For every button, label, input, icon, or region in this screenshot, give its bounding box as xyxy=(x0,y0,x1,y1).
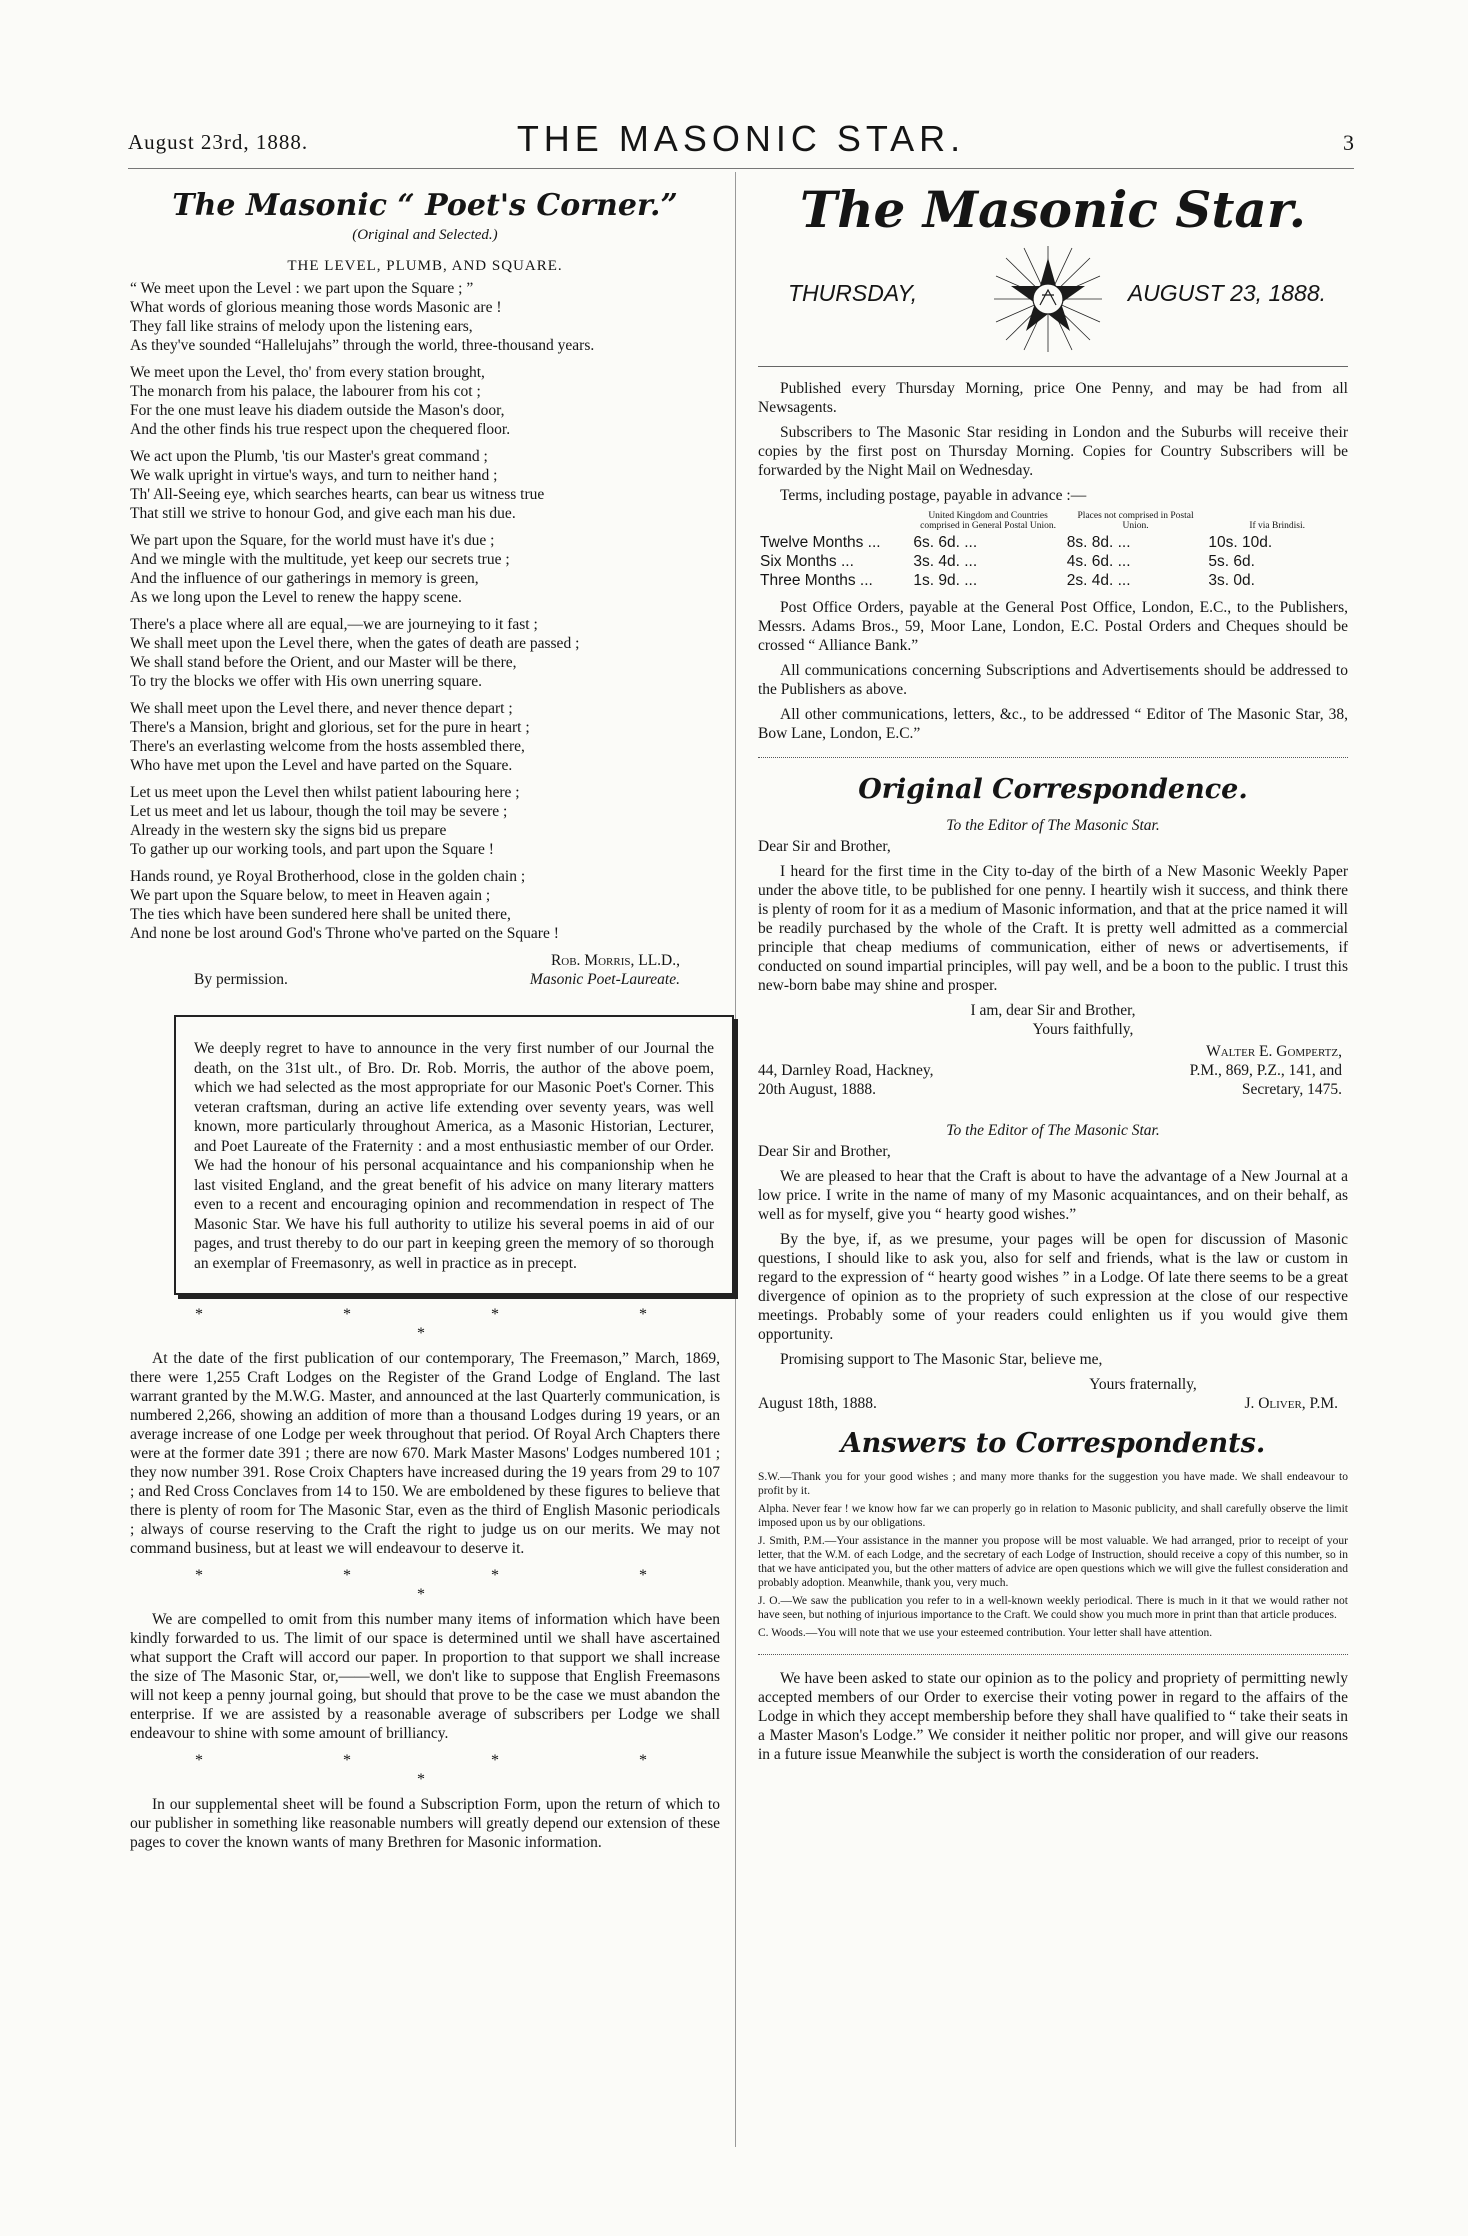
poem-line: We act upon the Plumb, 'tis our Master's great command ; xyxy=(130,448,488,465)
poets-corner-title: The Masonic “ Poet's Corner.” xyxy=(172,188,678,223)
answers-heading: Answers to Correspondents. xyxy=(840,1428,1266,1459)
poem-line: There's a place where all are equal,—we are journeying to it fast ; xyxy=(130,616,538,633)
letter-closing: Yours faithfully, xyxy=(1032,1021,1134,1038)
section-rule xyxy=(758,1654,1348,1655)
poem-line: That still we strive to honour God, and give each man his due. xyxy=(130,505,516,522)
poem-line: And we mingle with the multitude, yet keep our secrets true ; xyxy=(130,551,510,568)
table-row xyxy=(758,571,1348,590)
page-number: 3 xyxy=(1343,130,1354,155)
poem-line: There's an everlasting welcome from the hosts assembled there, xyxy=(130,738,525,755)
poem-signature xyxy=(130,951,720,991)
letter-address: To the Editor of The Masonic Star. xyxy=(946,817,1160,834)
publication-note: Post Office Orders, payable at the General Post Office, London, E.C., to the Publishers, Messrs. Adams Bros., 59, Moor Lane, London, E.C. Postal Orders and Cheques should be crossed “ Alliance Bank.” xyxy=(758,599,1348,654)
section-stars: * * * * * xyxy=(195,1567,715,1603)
table-cell: 1s. 9d. ... xyxy=(913,572,978,589)
answer-item: J. O.—We saw the publication you refer to in a well-known weekly periodical. There is much in it that we would rather not have seen, but nothing of injurious importance to the Craft. We could show you much more in print than that article produces. xyxy=(758,1595,1348,1621)
poem-author-title: Masonic Poet-Laureate. xyxy=(529,971,680,988)
answer-item: C. Woods.—You will note that we use your esteemed contribution. Your letter shall have attention. xyxy=(758,1627,1213,1639)
subscription-terms-table xyxy=(758,511,1348,590)
poem-line: And the other finds his true respect upon the chequered floor. xyxy=(130,421,511,438)
letter-signature xyxy=(758,1394,1348,1416)
letter-date: August 18th, 1888. xyxy=(758,1395,877,1412)
table-cell: Twelve Months ... xyxy=(760,534,881,551)
article-paragraph: In our supplemental sheet will be found a Subscription Form, upon the return of which to our publisher in something like reasonable numbers will greatly depend our extension of these pages to cover the known wants of many Brethren for Masonic information. xyxy=(130,1796,720,1851)
letter-body: We are pleased to hear that the Craft is about to have the advantage of a New Journal at a low price. I write in the name of many of my Masonic acquaintances, and on their behalf, as well as for myself, give you “ hearty good wishes.” xyxy=(758,1168,1348,1223)
table-cell: 10s. 10d. xyxy=(1208,534,1273,551)
poem-line: As we long upon the Level to renew the happy scene. xyxy=(130,589,462,606)
table-cell: 2s. 4d. ... xyxy=(1066,572,1131,589)
letter-author: Walter E. Gompertz, xyxy=(1206,1043,1342,1060)
publication-note: Subscribers to The Masonic Star residing in London and the Suburbs will receive their copies by the first post on Thursday Morning. Copies for Country Subscribers will be forwarded by the Night Mail on Wednesday. xyxy=(758,424,1348,479)
masthead-day: THURSDAY, xyxy=(788,280,918,306)
answers-list xyxy=(758,1470,1348,1640)
poem-stanza xyxy=(130,699,720,775)
section-stars: * * * * * xyxy=(195,1752,715,1788)
star-emblem-icon xyxy=(990,244,1106,354)
poem-line: For the one must leave his diadem outside the Mason's door, xyxy=(130,402,505,419)
column-divider xyxy=(735,172,736,2147)
poem-line: We shall meet upon the Level there, when the gates of death are passed ; xyxy=(130,635,580,652)
poem-title: THE LEVEL, PLUMB, AND SQUARE. xyxy=(287,258,563,274)
masthead-title: The Masonic Star. xyxy=(800,180,1306,239)
poem-line: We walk upright in virtue's ways, and turn to neither hand ; xyxy=(130,467,498,484)
masthead-date: AUGUST 23, 1888. xyxy=(1127,280,1326,306)
answer-item: J. Smith, P.M.—Your assistance in the manner you propose will be most valuable. We had arranged, prior to receipt of your letter, that the W.M. of each Lodge, and the secretary of each Lodge of Instruction, should receive a copy of this number, so in that we have anticipated you, but the other matters of advice are open questions which we will give the fullest consideration and probably adoption. Meanwhile, thank you, very much. xyxy=(758,1535,1348,1589)
publication-note: Published every Thursday Morning, price One Penny, and may be had from all Newsagents. xyxy=(758,380,1348,416)
answer-item: Alpha. Never fear ! we know how far we can properly go in relation to Masonic publicity, and shall carefully observe the limit imposed upon us by our obligations. xyxy=(758,1503,1348,1529)
poem-line: What words of glorious meaning those words Masonic are ! xyxy=(130,299,502,316)
left-column xyxy=(130,180,720,1858)
poem-line: Already in the western sky the signs bid us prepare xyxy=(130,822,447,839)
table-row xyxy=(758,552,1348,571)
poem-line: And none be lost around God's Throne who've parted on the Square ! xyxy=(130,925,559,942)
right-column xyxy=(758,180,1348,1770)
poem-line: We shall meet upon the Level there, and never thence depart ; xyxy=(130,700,513,717)
letter-salutation: Dear Sir and Brother, xyxy=(758,838,891,855)
article-paragraph: At the date of the first publication of our contemporary, The Freemason,” March, 1869, there were 1,255 Craft Lodges on the Register of the Grand Lodge of England. The last warrant granted by the M.W.G. Master, and announced at the last Quarterly communication, is numbered 2,266, showing an addition of more than a thousand Lodges during 19 years, or an average increase of one Lodge per week throughout that period. Of Royal Arch Chapters there were at the former date 391 ; there are now 670. Mark Master Masons' Lodges numbered 101 ; they now number 391. Rose Croix Chapters have increased during the 19 years from 29 to 107 ; and Red Cross Conclaves from 14 to 150. We are emboldened by these figures to believe that there is plenty of room for The Masonic Star, even as the third of English Masonic periodicals ; always of course reserving to the Craft the right to judge us on our merits. We may not command business, but at least we will endeavour to deserve it. xyxy=(130,1350,720,1557)
table-cell: 5s. 6d. xyxy=(1208,553,1255,570)
poem-line: Hands round, ye Royal Brotherhood, close in the golden chain ; xyxy=(130,868,526,885)
terms-header: United Kingdom and Countries comprised in General Postal Union. xyxy=(920,511,1057,531)
section-stars: * * * * * xyxy=(195,1306,715,1342)
terms-header: If via Brindisi. xyxy=(1249,521,1306,531)
table-row xyxy=(758,533,1348,552)
table-cell: 3s. 4d. ... xyxy=(913,553,978,570)
poem-line: As they've sounded “Hallelujahs” through the world, three-thousand years. xyxy=(130,337,595,354)
letter-author: J. Oliver, P.M. xyxy=(1244,1395,1338,1412)
poem-line: We meet upon the Level, tho' from every station brought, xyxy=(130,364,485,381)
poem-line: Let us meet and let us labour, though the toil may be severe ; xyxy=(130,803,508,820)
poem-line: To try the blocks we offer with His own unerring square. xyxy=(130,673,483,690)
letter-signature xyxy=(758,1043,1348,1119)
poem-author: Rob. Morris, LL.D., xyxy=(550,952,680,969)
poets-corner-subtitle: (Original and Selected.) xyxy=(352,227,498,243)
letter-address: To the Editor of The Masonic Star. xyxy=(946,1122,1160,1139)
letter-closing: I am, dear Sir and Brother, xyxy=(970,1002,1136,1019)
table-cell: Six Months ... xyxy=(760,553,854,570)
poem-stanza xyxy=(130,615,720,691)
poem xyxy=(130,279,720,943)
table-cell: 6s. 6d. ... xyxy=(913,534,978,551)
poem-stanza xyxy=(130,783,720,859)
table-cell: Three Months ... xyxy=(760,572,873,589)
obituary-notice: We deeply regret to have to announce in the very first number of our Journal the death, on the 31st ult., of Bro. Dr. Rob. Morris, the author of the above poem, which we had selected as the most appropriate for our Masonic Poet's Corner. This veteran craftsman, during an active life extending over seventy years, was well known, more particularly throughout America, as a Masonic Historian, Lecturer, and Poet Laureate of the Fraternity : and a most enthusiastic member of our Order. We had the honour of his personal acquaintance and his companionship when he last visited England, and the great benefit of his advice on many literary matters even to a recent and encouraging opinion and recommendation in respect of The Masonic Star. We have his full authority to utilize his several poems in aid of our pages, and trust thereby to do our part in keeping green the memory of so thorough an exemplar of Freemasonry, as well in practice as in precept. xyxy=(174,1015,734,1295)
poem-stanza xyxy=(130,867,720,943)
letter-author-address: 44, Darnley Road, Hackney, xyxy=(758,1062,934,1079)
article-paragraph: We are compelled to omit from this number many items of information which have been kindly forwarded to us. The limit of our space is determined until we shall have ascertained what support the Craft will accord our paper. In proportion to that support we shall increase the size of The Masonic Star, or,——well, we don't like to suppose that English Freemasons will not keep a penny journal going, but should that prove to be the case we must abandon the enterprise. If we are assisted by a reasonable average of subscribers per Lodge we shall endeavour to shine with some amount of brilliancy. xyxy=(130,1611,720,1742)
article-paragraph: We have been asked to state our opinion as to the policy and propriety of permitting newly accepted members of our Order to exercise their voting power in regard to the affairs of the Lodge in which they accept membership before they shall have qualified to “ take their seats in a Master Mason's Lodge.” We consider it neither politic nor proper, and will give our reasons in a future issue Meanwhile the subject is worth the consideration of our readers. xyxy=(758,1670,1348,1763)
publication-note: All communications concerning Subscriptions and Advertisements should be addressed to the Publishers as above. xyxy=(758,662,1348,698)
answer-item: S.W.—Thank you for your good wishes ; and many more thanks for the suggestion you have made. We shall endeavour to profit by it. xyxy=(758,1471,1348,1497)
permission-note: By permission. xyxy=(194,971,288,988)
terms-intro: Terms, including postage, payable in advance :— xyxy=(780,487,1087,504)
poem-line: We part upon the Square, for the world must have it's due ; xyxy=(130,532,495,549)
poem-line: And the influence of our gatherings in memory is green, xyxy=(130,570,479,587)
poem-stanza xyxy=(130,279,720,355)
section-rule xyxy=(758,757,1348,758)
letter-body: I heard for the first time in the City to-day of the birth of a New Masonic Weekly Paper under the above title, to be published for one penny. I heartily wish it success, and think there is plenty of room for it as a medium of Masonic information, and that at the price named it will be readily purchased by the whole of the Craft. It is pretty well admitted as a commercial principle that cheap mediums of communication, either of news or advertisements, if conducted on sound impartial principles, will pay well, and be a boon to the public. I trust this new-born babe may shine and prosper. xyxy=(758,863,1348,994)
letter-author-rank: P.M., 869, P.Z., 141, and xyxy=(1189,1062,1342,1079)
poem-line: Who have met upon the Level and have parted on the Square. xyxy=(130,757,513,774)
masthead-rule xyxy=(758,366,1348,367)
poem-line: We part upon the Square below, to meet in Heaven again ; xyxy=(130,887,491,904)
table-cell: 4s. 6d. ... xyxy=(1066,553,1131,570)
masthead-row xyxy=(758,244,1348,356)
letter-body: Promising support to The Masonic Star, believe me, xyxy=(780,1351,1103,1368)
running-head xyxy=(128,118,1354,162)
poem-line: The monarch from his palace, the labourer from his cot ; xyxy=(130,383,481,400)
poem-line: Let us meet upon the Level then whilst patient labouring here ; xyxy=(130,784,520,801)
terms-header xyxy=(758,511,911,533)
header-rule xyxy=(128,168,1354,169)
letter-closing: Yours fraternally, xyxy=(1089,1376,1197,1393)
poem-line: Th' All-Seeing eye, which searches hearts, can bear us witness true xyxy=(130,486,545,503)
poem-line: The ties which have been sundered here shall be united there, xyxy=(130,906,511,923)
poem-line: They fall like strains of melody upon the listening ears, xyxy=(130,318,473,335)
publication-note: All other communications, letters, &c., to be addressed “ Editor of The Masonic Star, 38, Bow Lane, London, E.C.” xyxy=(758,706,1348,742)
table-cell: 3s. 0d. xyxy=(1208,572,1255,589)
poem-line: There's a Mansion, bright and glorious, set for the pure in heart ; xyxy=(130,719,530,736)
newspaper-title: THE MASONIC STAR. xyxy=(516,118,966,159)
issue-date: August 23rd, 1888. xyxy=(128,130,309,154)
correspondence-heading: Original Correspondence. xyxy=(858,774,1248,805)
poem-stanza xyxy=(130,363,720,439)
poem-stanza xyxy=(130,531,720,607)
letter-body: By the bye, if, as we presume, your pages will be open for discussion of Masonic questions, I should like to ask you, also for self and friends, what is the law or custom in regard to the expression of “ hearty good wishes ” in a Lodge. Of late there seems to be a great divergence of opinion as to the propriety of such expression at the close of our respective meetings. Probably some of your readers could enlighten us if you would give them opportunity. xyxy=(758,1231,1348,1343)
letter-date: 20th August, 1888. xyxy=(758,1081,876,1098)
letter-salutation: Dear Sir and Brother, xyxy=(758,1143,891,1160)
table-cell: 8s. 8d. ... xyxy=(1066,534,1131,551)
poem-line: We shall stand before the Orient, and our Master will be there, xyxy=(130,654,517,671)
poem-line: To gather up our working tools, and part upon the Square ! xyxy=(130,841,494,858)
letter-author-office: Secretary, 1475. xyxy=(1241,1081,1342,1098)
terms-header: Places not comprised in Postal Union. xyxy=(1077,511,1194,531)
poem-line: “ We meet upon the Level : we part upon the Square ; ” xyxy=(130,280,474,297)
poem-stanza xyxy=(130,447,720,523)
